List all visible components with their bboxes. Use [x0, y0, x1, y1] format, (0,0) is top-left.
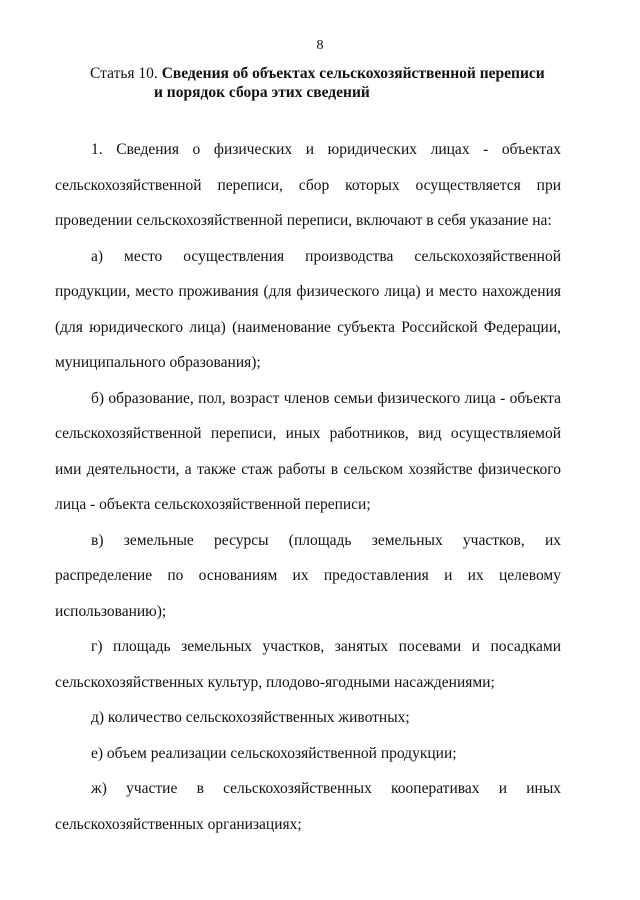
paragraph-1: 1. Сведения о физических и юридических лицах - объектах сельскохозяйственной переписи, сбор которых осуществляется при проведении сельскохозяйственной переписи, включают в себя указание на: [55, 141, 561, 229]
article-body [55, 132, 561, 842]
article-number: Статья 10. [90, 65, 158, 82]
paragraph-v: в) земельные ресурсы (площадь земельных участков, их распределение по основаниям их предоставления и их целевому использованию); [55, 531, 561, 620]
article-title-line-1: Сведения об объектах сельскохозяйственной переписи [161, 65, 545, 82]
paragraph-d: д) количество сельскохозяйственных животных; [91, 709, 410, 726]
paragraph-g: г) площадь земельных участков, занятых посевами и посадками сельскохозяйственных культур, плодово-ягодными насаждениями; [55, 638, 561, 691]
paragraph-e: е) объем реализации сельскохозяйственной продукции; [91, 744, 457, 762]
paragraph-zh: ж) участие в сельскохозяйственных кооперативах и иных сельскохозяйственных организациях; [55, 780, 561, 833]
article-heading-line-1 [90, 64, 570, 83]
article-title-line-2: и порядок сбора этих сведений [154, 84, 370, 101]
paragraph-a: а) место осуществления производства сельскохозяйственной продукции, место проживания (для физического лица) и место нахождения (для юридического лица) (наименование субъекта Российской Федерации, муниципального образования); [55, 247, 561, 371]
article-heading [90, 64, 570, 102]
paragraph-b: б) образование, пол, возраст членов семьи физического лица - объекта сельскохозяйственной переписи, иных работников, вид осуществляемой ими деятельности, а также стаж работы в сельском хозяйстве физического лица - объекта сельскохозяйственной переписи; [55, 389, 561, 513]
page-number: 8 [316, 38, 324, 53]
